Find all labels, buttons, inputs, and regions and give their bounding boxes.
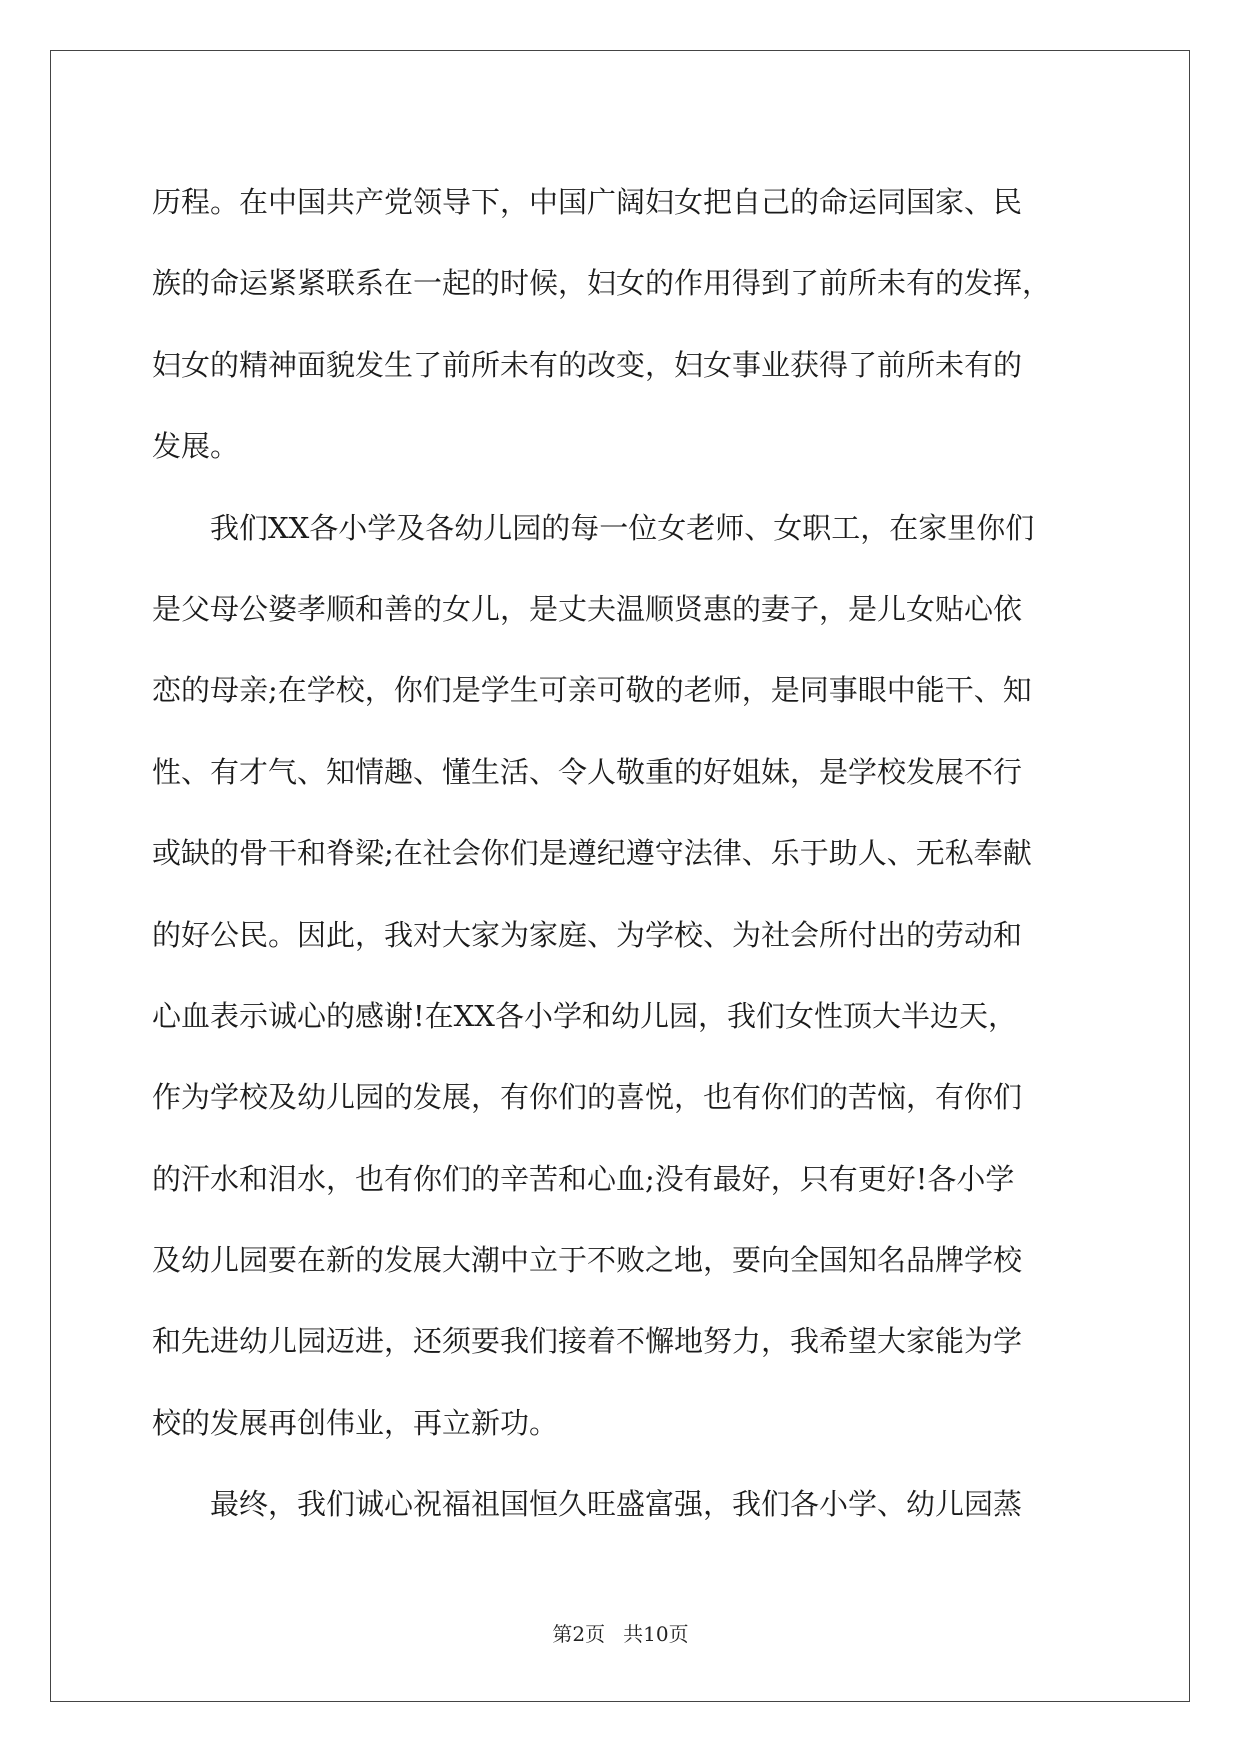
text-line: 校的发展再创伟业，再立新功。: [152, 1405, 559, 1440]
text-line: 心血表示诚心的感谢!在XX各小学和幼儿园，我们女性顶大半边天，: [152, 998, 1017, 1033]
paragraph-3: [152, 1464, 1114, 1545]
text-line: 是父母公婆孝顺和善的女儿，是丈夫温顺贤惠的妻子，是儿女贴心依: [152, 591, 1023, 626]
text-line: 及幼儿园要在新的发展大潮中立于不败之地，要向全国知名品牌学校: [152, 1243, 1023, 1278]
text-line: 的汗水和泪水，也有你们的辛苦和心血;没有最好，只有更好!各小学: [152, 1161, 1015, 1196]
text-line: 和先进幼儿园迈进，还须要我们接着不懈地努力，我希望大家能为学: [152, 1324, 1023, 1359]
text-line: 历程。在中国共产党领导下，中国广阔妇女把自己的命运同国家、民: [152, 185, 1023, 219]
paragraph-1: [152, 162, 1114, 488]
text-line: 妇女的精神面貌发生了前所未有的改变，妇女事业获得了前所未有的: [152, 347, 1023, 382]
text-line: 恋的母亲;在学校，你们是学生可亲可敬的老师，是同事眼中能干、知: [152, 673, 1032, 708]
text-line: 发展。: [152, 429, 240, 464]
text-line: 最终，我们诚心祝福祖国恒久旺盛富强，我们各小学、幼儿园蒸: [152, 1487, 1023, 1522]
text-line: 作为学校及幼儿园的发展，有你们的喜悦，也有你们的苦恼，有你们: [152, 1080, 1023, 1115]
document-body: [152, 162, 1114, 1546]
text-line: 性、有才气、知情趣、懂生活、令人敬重的好姐妹，是学校发展不行: [152, 754, 1023, 789]
page-total: 共10页: [623, 1622, 689, 1646]
paragraph-2: [152, 488, 1114, 1465]
text-line: 族的命运紧紧联系在一起的时候，妇女的作用得到了前所未有的发挥，: [152, 266, 1052, 301]
page-number: 第2页: [552, 1622, 606, 1646]
text-line: 的好公民。因此，我对大家为家庭、为学校、为社会所付出的劳动和: [152, 917, 1023, 952]
text-line: 我们XX各小学及各幼儿园的每一位女老师、女职工，在家里你们: [152, 510, 1035, 545]
page-footer: [0, 1618, 1241, 1647]
text-line: 或缺的骨干和脊梁;在社会你们是遵纪遵守法律、乐于助人、无私奉献: [152, 836, 1032, 871]
